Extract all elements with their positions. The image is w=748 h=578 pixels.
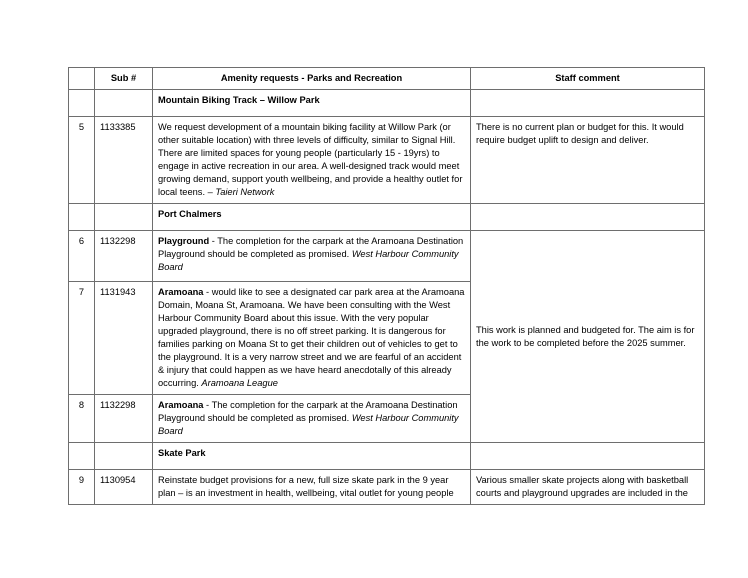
row-number: 6	[69, 231, 95, 282]
request-source: Aramoana League	[201, 378, 278, 388]
amenity-request	[153, 231, 471, 282]
section-row	[69, 90, 705, 117]
header-amenity: Amenity requests - Parks and Recreation	[153, 68, 471, 90]
header-index	[69, 68, 95, 90]
amenity-request	[153, 282, 471, 395]
request-lead: Playground	[158, 236, 210, 246]
request-text: - would like to see a designated car park area at the Aramoana Domain, Moana St, Aramoana. We have been consulting with the West Harbour Community Board about this issue. With the very popular upgraded playground, there is no off street parking. It is dangerous for families parking on Moana St to get their children out of vehicles to get to the playground. It is a very narrow street and we are fearful of an accident & injury that could happen as we have heard anecdotally of this already occurring.	[158, 287, 465, 388]
header-sub: Sub #	[95, 68, 153, 90]
request-text: - The completion for the carpark at the Aramoana Destination Playground should be completed as promised.	[158, 400, 458, 423]
request-source: West Harbour Community Board	[158, 249, 459, 272]
sub-number: 1132298	[95, 231, 153, 282]
section-title: Mountain Biking Track – Willow Park	[153, 90, 471, 117]
row-number: 9	[69, 470, 95, 505]
section-row	[69, 443, 705, 470]
staff-comment: Various smaller skate projects along with basketball courts and playground upgrades are included in the	[471, 470, 705, 505]
table-row	[69, 117, 705, 204]
sub-number: 1132298	[95, 395, 153, 443]
row-number: 7	[69, 282, 95, 395]
section-title: Port Chalmers	[153, 204, 471, 231]
row-number: 8	[69, 395, 95, 443]
submissions-table	[68, 67, 705, 505]
sub-number: 1130954	[95, 470, 153, 505]
table-row	[69, 231, 705, 282]
request-lead: Aramoana	[158, 400, 204, 410]
section-title: Skate Park	[153, 443, 471, 470]
staff-comment: There is no current plan or budget for this. It would require budget uplift to design and deliver.	[471, 117, 705, 204]
table-row	[69, 470, 705, 505]
amenity-request	[153, 395, 471, 443]
amenity-request	[153, 117, 471, 204]
sub-number: 1133385	[95, 117, 153, 204]
sub-number: 1131943	[95, 282, 153, 395]
request-source: West Harbour Community Board	[158, 413, 459, 436]
request-text: We request development of a mountain biking facility at Willow Park (or other suitable location) with three levels of difficulty, similar to Signal Hill. There are limited spaces for young people (particularly 15 - 19yrs) to engage in active recreation in our area. A well-designed track would meet growing demand, support youth wellbeing, and provide a healthy outlet for local teens. –	[158, 122, 463, 197]
request-source: Taieri Network	[215, 187, 275, 197]
request-text: - The completion for the carpark at the Aramoana Destination Playground should be completed as promised.	[158, 236, 464, 259]
request-lead: Aramoana	[158, 287, 204, 297]
amenity-request: Reinstate budget provisions for a new, full size skate park in the 9 year plan – is an investment in health, wellbeing, vital outlet for young people	[153, 470, 471, 505]
staff-comment: This work is planned and budgeted for. The aim is for the work to be completed before the 2025 summer.	[471, 231, 705, 443]
header-row	[69, 68, 705, 90]
row-number: 5	[69, 117, 95, 204]
header-staff-comment: Staff comment	[471, 68, 705, 90]
section-row	[69, 204, 705, 231]
